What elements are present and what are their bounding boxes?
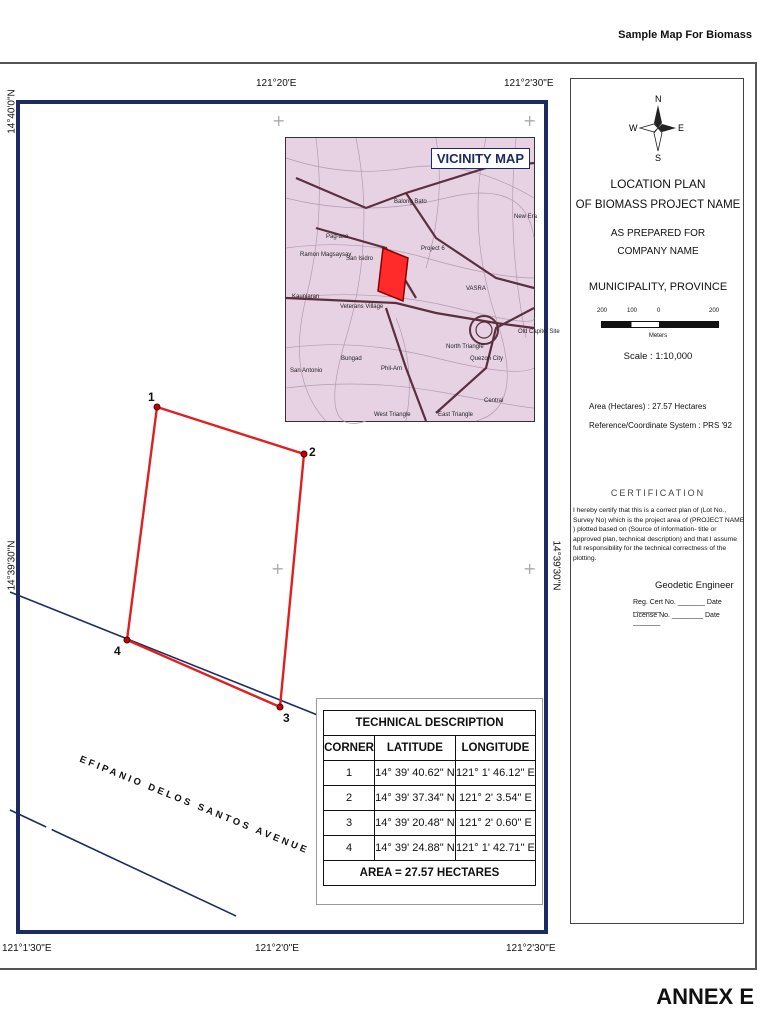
coord-bottom-mid: 121°2'0"E: [255, 943, 299, 954]
column-header: CORNER: [324, 736, 375, 761]
coord-top-left: 121°20'E: [256, 78, 297, 89]
title-block: [570, 78, 744, 924]
registration-line: Reg. Cert No. _______ Date _______: [633, 599, 722, 613]
area-total: AREA = 27.57 HECTARES: [324, 861, 536, 886]
table-cell: 14° 39' 20.48" N: [375, 811, 456, 836]
table-cell: 14° 39' 40.62" N: [375, 761, 456, 786]
technical-description-panel: [316, 698, 543, 905]
table-cell: 14° 39' 37.34" N: [375, 786, 456, 811]
place-label: Bungad: [341, 356, 362, 362]
scale-unit: Meters: [648, 333, 668, 339]
table-cell: 4: [324, 836, 375, 861]
place-label: San Isidro: [346, 256, 374, 262]
compass-icon: [628, 93, 688, 163]
place-label: VASRA: [466, 286, 486, 292]
corner-label-3: 3: [283, 711, 290, 725]
place-label: Pag-asa: [326, 234, 349, 240]
place-label: Quezon City: [470, 356, 504, 362]
coord-left-mid: 14°39'30"N: [6, 540, 18, 591]
location-plan-title: LOCATION PLAN: [610, 177, 706, 191]
place-label: San Antonio: [290, 368, 323, 374]
table-cell: 121° 1' 46.12" E: [455, 761, 535, 786]
certification-title: CERTIFICATION: [610, 488, 706, 498]
header-title: Sample Map For Biomass: [618, 29, 752, 41]
prepared-for-label: AS PREPARED FOR: [610, 228, 706, 239]
certification-text: I hereby certify that this is a correct plan of (Lot No., Survey No) which is the project area of (PROJECT NAME ) plotted based on (Source of information- title or approved plan, technical description) and that I assume full responsibility for the technical correctness of the plotting.: [573, 507, 745, 562]
coord-left-top: 14°40'0"N: [6, 89, 18, 134]
place-label: Veterans Village: [340, 304, 384, 310]
scale-ratio: Scale : 1:10,000: [623, 351, 693, 362]
compass-w: W: [629, 123, 638, 133]
table-row: [324, 761, 536, 786]
compass-n: N: [655, 94, 662, 104]
vicinity-map-title: VICINITY MAP: [431, 148, 530, 169]
place-label: Project 6: [421, 246, 445, 252]
area-info: Area (Hectares) : 27.57 Hectares: [589, 402, 707, 411]
corner-marker: [277, 704, 283, 710]
project-name: OF BIOMASS PROJECT NAME: [575, 199, 741, 211]
technical-description-title: TECHNICAL DESCRIPTION: [324, 711, 536, 736]
place-label: Central: [484, 398, 504, 404]
table-row: [324, 811, 536, 836]
scale-bar: [601, 321, 719, 329]
table-header-row: [324, 736, 536, 761]
vicinity-map-canvas: [286, 138, 560, 421]
table-cell: 14° 39' 24.88" N: [375, 836, 456, 861]
table-cell: 1: [324, 761, 375, 786]
place-label: East Triangle: [438, 412, 474, 418]
annex-label: ANNEX E: [656, 984, 754, 1009]
technical-description-table: [323, 710, 536, 886]
vicinity-parcel-marker: [378, 248, 408, 301]
table-cell: 121° 2' 3.54" E: [455, 786, 535, 811]
coord-right-mid: 14°39'30"N: [550, 540, 562, 591]
coord-bottom-right: 121°2'30"E: [506, 943, 556, 954]
corner-marker: [301, 451, 307, 457]
corner-label-4: 4: [114, 644, 121, 658]
corner-marker: [124, 637, 130, 643]
place-label: Old Capitol Site: [518, 329, 560, 335]
place-label: West Triangle: [374, 412, 411, 418]
parcel-boundary: [127, 407, 304, 707]
table-row: [324, 836, 536, 861]
table-cell: 121° 2' 0.60" E: [455, 811, 535, 836]
place-label: Phil-Am: [381, 366, 403, 372]
company-name: COMPANY NAME: [617, 246, 699, 257]
place-label: Balong Bato: [394, 199, 427, 205]
scale-tick: 200: [597, 308, 608, 314]
engineer-title: Geodetic Engineer: [655, 580, 734, 591]
vicinity-map: [285, 137, 560, 422]
table-cell: 121° 1' 42.71" E: [455, 836, 535, 861]
road-line-north: [10, 592, 320, 716]
scale-tick: 200: [709, 308, 720, 314]
corner-label-1: 1: [148, 390, 155, 404]
corner-marker: [154, 404, 160, 410]
road-line-south: [10, 810, 236, 916]
scale-tick: 0: [657, 308, 661, 314]
grid-cross: +: [271, 559, 285, 578]
coord-bottom-left: 121°1'30"E: [2, 943, 52, 954]
grid-cross: +: [272, 111, 286, 130]
place-label: North Triangle: [446, 344, 484, 350]
grid-cross: +: [523, 559, 537, 578]
place-label: Ramon Magsaysay: [300, 252, 352, 258]
coord-top-right: 121°2'30"E: [504, 78, 554, 89]
road-label: EFIPANIO DELOS SANTOS AVENUE: [77, 754, 311, 857]
column-header: LATITUDE: [375, 736, 456, 761]
municipality-province: MUNICIPALITY, PROVINCE: [588, 281, 728, 293]
table-cell: 2: [324, 786, 375, 811]
column-header: LONGITUDE: [455, 736, 535, 761]
compass-e: E: [678, 123, 685, 133]
place-label: Kaunlaran: [292, 294, 320, 300]
table-cell: 3: [324, 811, 375, 836]
table-row: [324, 786, 536, 811]
place-label: New Era: [514, 214, 538, 220]
corner-label-2: 2: [309, 445, 316, 459]
license-line: License No. ________ Date _______: [633, 612, 720, 626]
scale-tick: 100: [627, 308, 638, 314]
reference-system: Reference/Coordinate System : PRS '92: [589, 421, 732, 430]
compass-s: S: [655, 153, 662, 163]
grid-cross: +: [523, 111, 537, 130]
